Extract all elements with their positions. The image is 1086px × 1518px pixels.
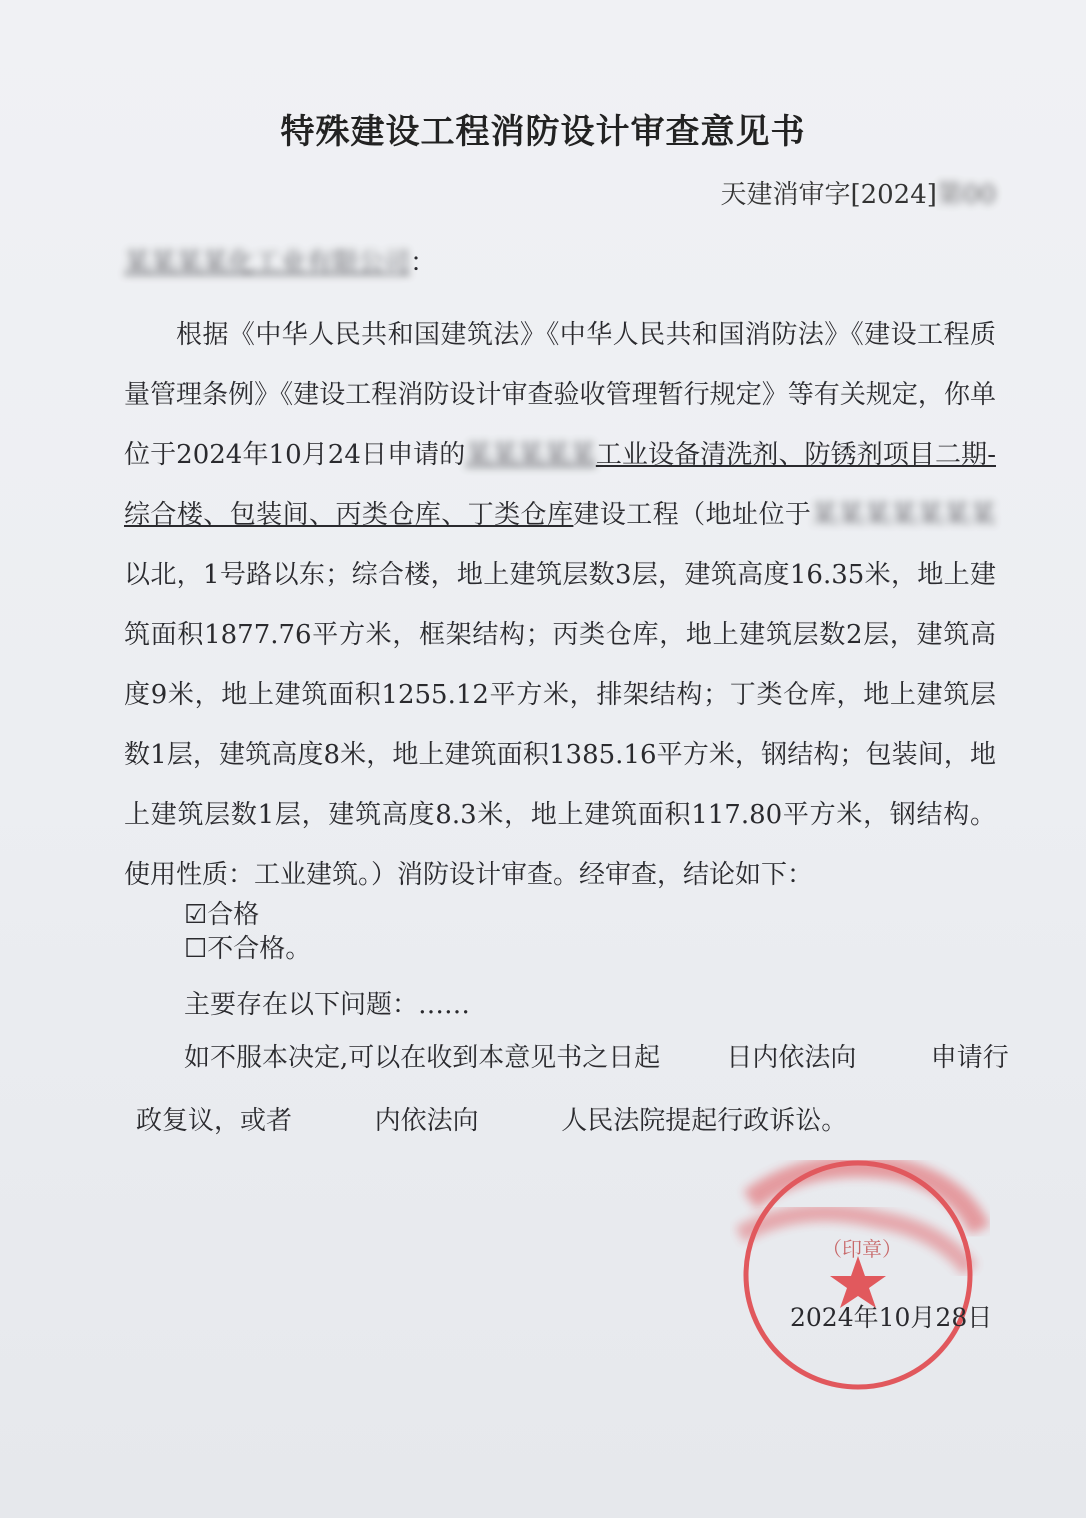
paragraph-text-address-intro: 建设工程（地址位于 — [573, 500, 812, 530]
option-pass-checked: ☑合格 — [184, 900, 260, 930]
project-owner-redacted: 某某某某某 — [465, 440, 596, 470]
conclusion-options — [184, 898, 311, 966]
project-name: 工业设备清洗剂、防锈剂项目二期-综合楼、包装间、丙类仓库、丁类仓库 — [124, 440, 996, 530]
paragraph-text-details: 以北，1号路以东；综合楼，地上建筑层数3层，建筑高度16.35米，地上建筑面积1877.76平方米，框架结构；丙类仓库，地上建筑层数2层，建筑高度9米，地上建筑面积1255.12平方米，排架结构；丁类仓库，地上建筑层数1层，建筑高度8米，地上建筑面积1385.16平方米，钢结构；包装间，地上建筑层数1层，建筑高度8.3米，地上建筑面积117.80平方米，钢结构。使用性质：工业建筑。）消防设计审查。经审查，结论如下： — [124, 560, 996, 890]
document-title: 特殊建设工程消防设计审查意见书 — [280, 112, 806, 152]
document-number-redacted: 第00 — [936, 180, 996, 210]
main-paragraph — [124, 305, 996, 905]
issue-date: 2024年10月28日 — [790, 1303, 993, 1332]
document-number — [720, 174, 996, 211]
option-fail-unchecked: ☐不合格。 — [184, 934, 312, 964]
address-redacted: 某某某某某某某 — [811, 500, 996, 530]
official-seal-stamp — [730, 1160, 993, 1400]
issues-line: 主要存在以下问题：…… — [184, 990, 471, 1020]
stamp-label: （印章） — [822, 1237, 902, 1261]
document-number-visible: 天建消审字[2024] — [720, 180, 937, 210]
addressee-colon: ： — [410, 248, 437, 278]
appeal-notice-line1: 如不服本决定,可以在收到本意见书之日起 日内依法向 申请行 — [184, 1043, 1009, 1073]
addressee-name-redacted: 某某某某化工业有限公司 — [124, 248, 411, 278]
paragraph-text-intro: 根据《中华人民共和国建筑法》《中华人民共和国消防法》《建设工程质量管理条例》《建设工程消防设计审查验收管理暂行规定》等有关规定，你单位于2024年10月24日申请的 — [124, 320, 996, 470]
appeal-notice-line2: 政复议，或者 内依法向 人民法院提起行政诉讼。 — [136, 1106, 848, 1136]
addressee — [124, 242, 436, 279]
